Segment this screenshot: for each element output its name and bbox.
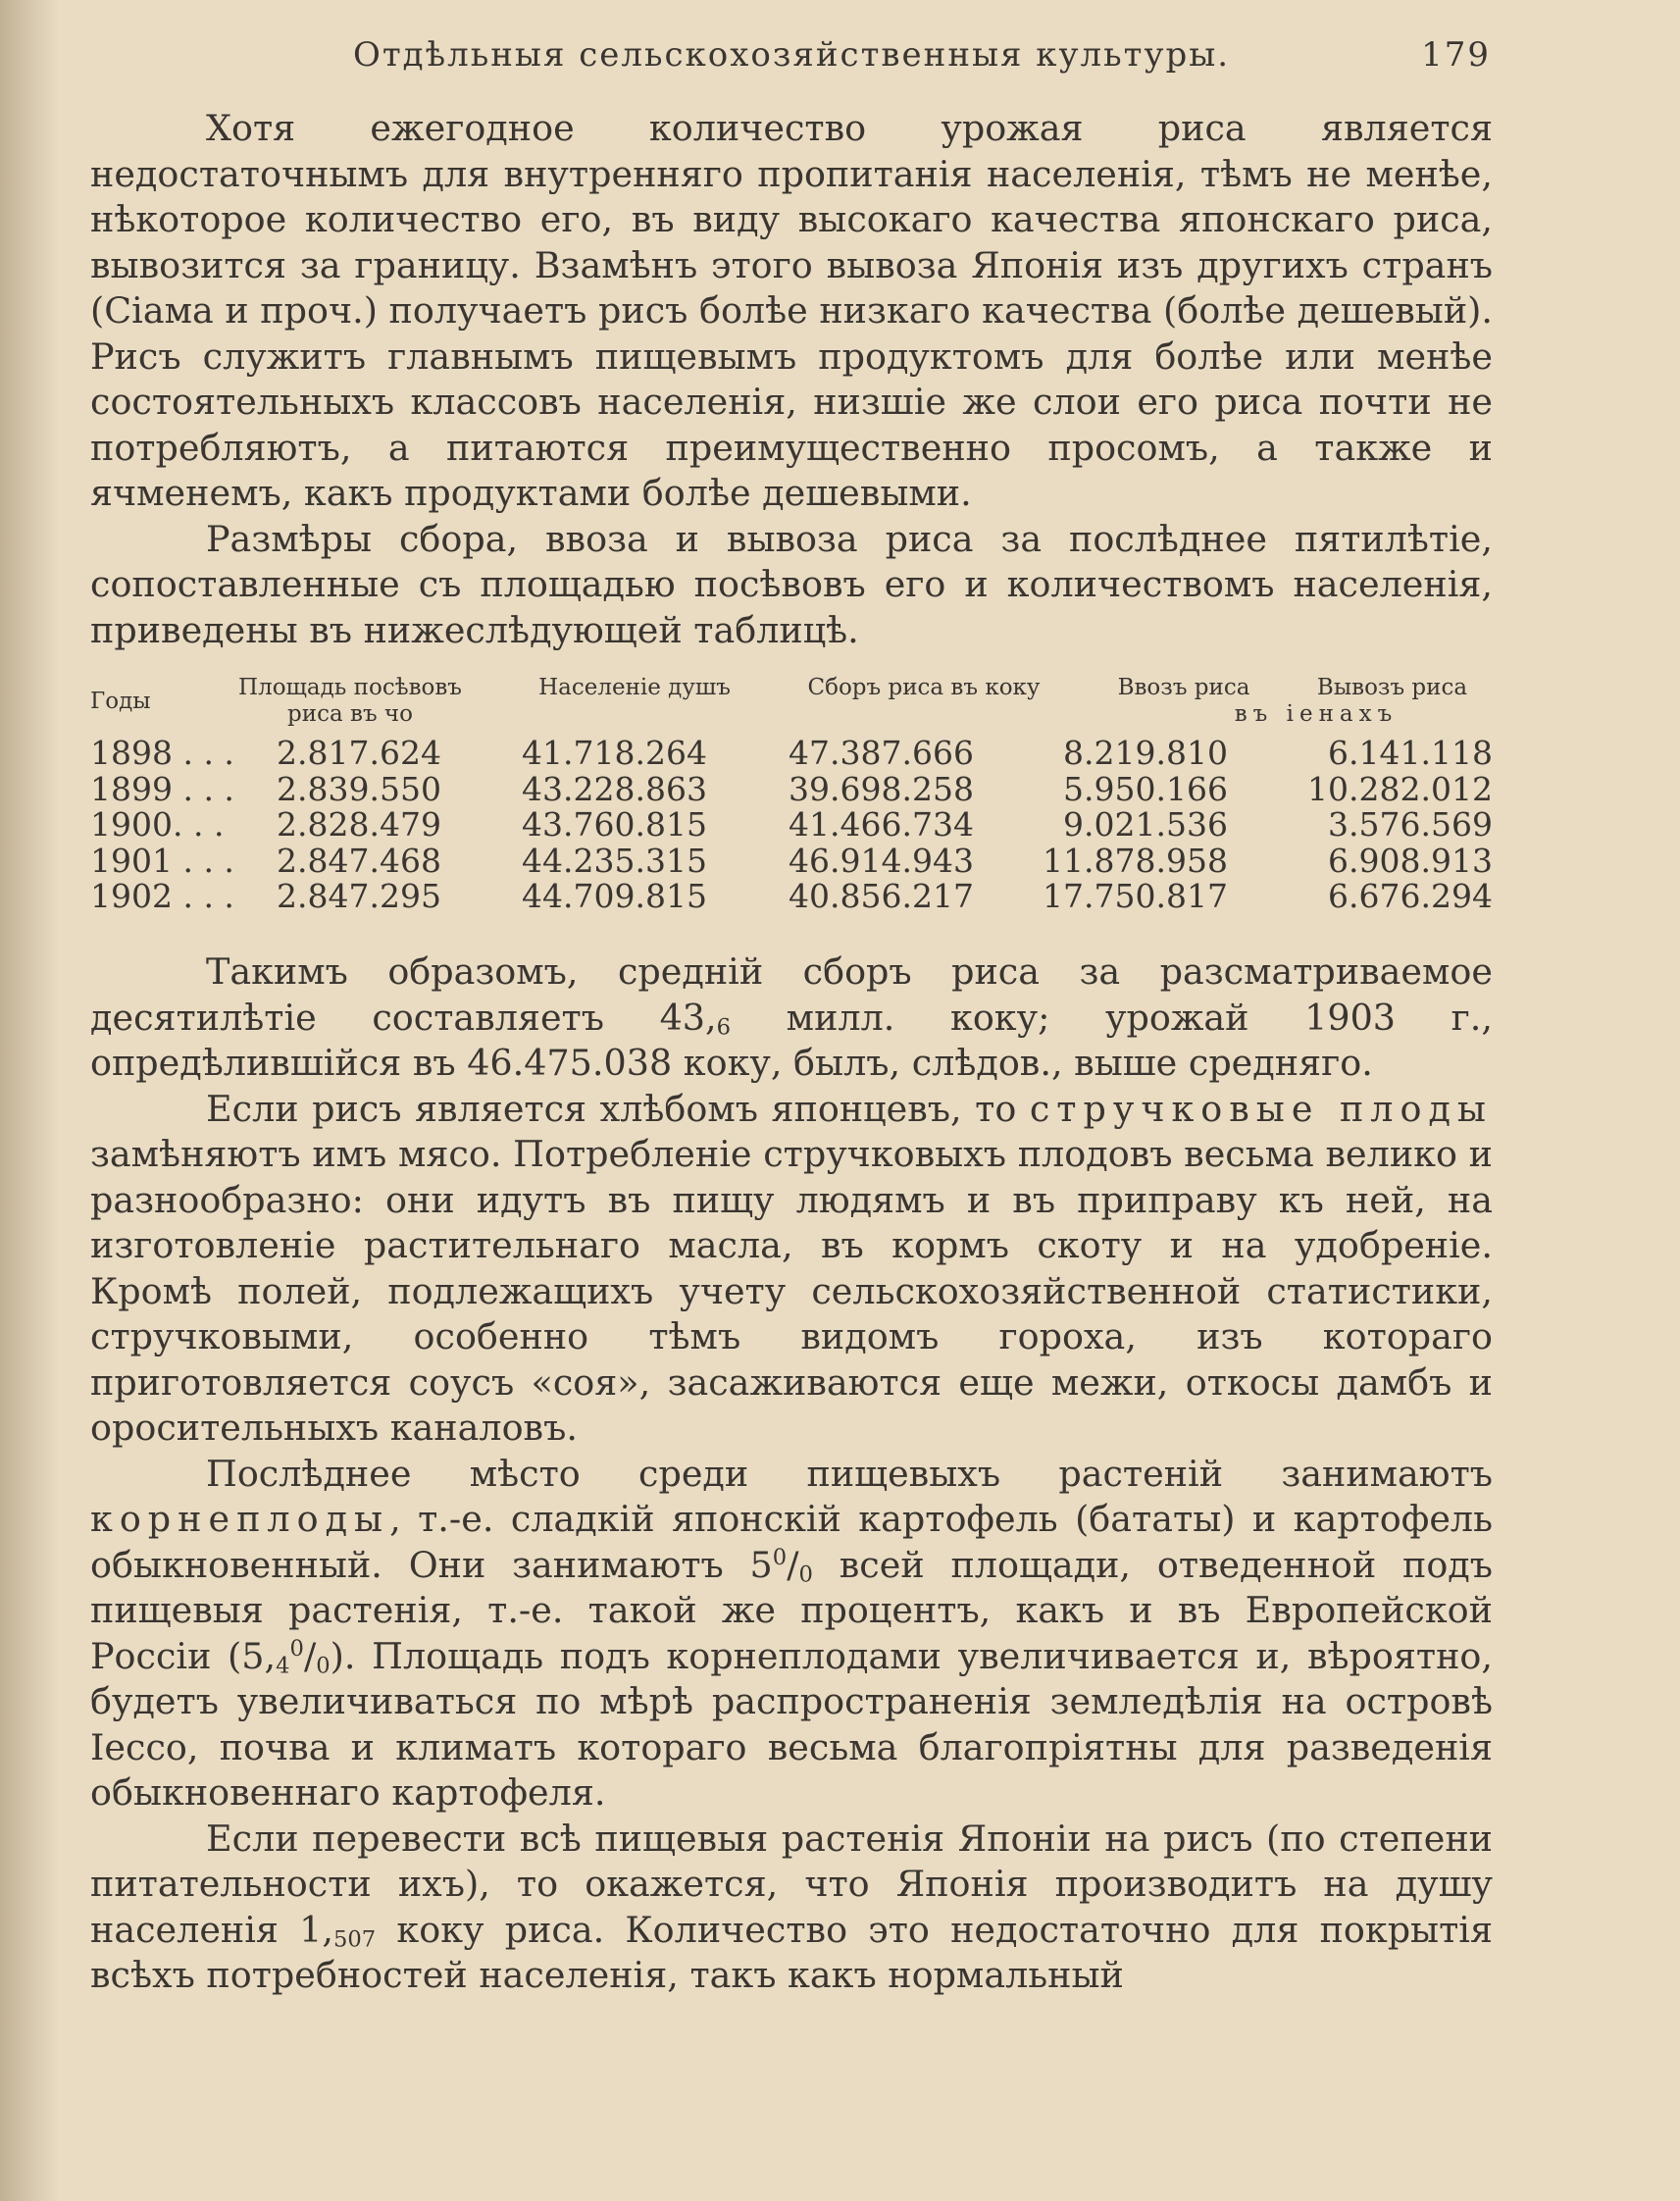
cell-harvest: 46.914.943: [789, 841, 974, 880]
cell-area: 2.828.479: [277, 805, 441, 844]
header-harvest: Сборъ риса въ коку: [807, 675, 1041, 700]
cell-population: 44.709.815: [522, 877, 707, 915]
cell-import: 9.021.536: [1063, 805, 1228, 844]
rice-statistics-table: [90, 675, 1493, 930]
cell-population: 43.760.815: [522, 805, 707, 844]
cell-year: 1901 . . .: [90, 841, 234, 880]
page-edge-shadow: [0, 0, 59, 2201]
cell-export: 10.282.012: [1307, 769, 1493, 808]
cell-area: 2.847.295: [277, 877, 441, 915]
cell-population: 43.228.863: [522, 769, 707, 808]
paragraph-rice-equivalent: Если перевести всѣ пищевыя растенія Японіи на рисъ (по степени питательности ихъ), то окажется, что Японія производитъ на душу населенія $1,_{507}$ коку риса. Количество это недостаточно для покрытія всѣхъ потребностей населенія, такъ какъ нормальный: [90, 1817, 1494, 1996]
cell-export: 6.141.118: [1328, 734, 1493, 772]
paragraph-root-crops: Послѣднее мѣсто среди пищевыхъ растеній занимаютъ корнеплоды, т.-е. сладкій японскій картофель (бататы) и картофель обыкновенный. Они занимаютъ $5^0/_0$ всей площади, отведенной подъ пищевыя растенія, т.-е. такой же процентъ, какъ и въ Европейской Россіи $(5,_4^0/_0)$. Площадь подъ корнеплодами увеличивается и, вѣроятно, будетъ увеличиваться по мѣрѣ распространенія земледѣлія на островѣ Іессо, почва и климатъ котораго весьма благопріятны для разведенія обыкновеннаго картофеля.: [90, 1452, 1493, 1814]
cell-export: 6.908.913: [1328, 841, 1493, 880]
page-number: 179: [1421, 35, 1491, 75]
table-body: [90, 736, 1493, 915]
cell-year: 1898 . . .: [90, 734, 234, 772]
intro-text: [90, 106, 1493, 653]
cell-area: 2.817.624: [277, 734, 441, 772]
header-import: Ввозъ риса: [1117, 675, 1250, 700]
paragraph-average-harvest: Такимъ образомъ, средній сборъ риса за разсматриваемое десятилѣтіе составляетъ $43,_6$ милл. коку; урожай 1903 г., опредѣлившійся въ 46.475.038 коку, былъ, слѣдов., выше средняго.: [90, 950, 1493, 1084]
cell-import: 17.750.817: [1043, 877, 1228, 915]
paragraph-legumes: Если рисъ является хлѣбомъ японцевъ, то стручковые плоды замѣняютъ имъ мясо. Потребленіе стручковыхъ плодовъ весьма велико и разнообразно: они идутъ въ пищу людямъ и въ приправу къ ней, на изготовленіе растительнаго масла, въ кормъ скоту и на удобреніе. Кромѣ полей, подлежащихъ учету сельскохозяйственной статистики, стручковыми, особенно тѣмъ видомъ гороха, изъ котораго приготовляется соусъ «соя», засаживаются еще межи, откосы дамбъ и оросительныхъ каналовъ.: [90, 1087, 1493, 1449]
cell-population: 44.235.315: [522, 841, 707, 880]
cell-year: 1899 . . .: [90, 769, 234, 808]
cell-export: 6.676.294: [1328, 877, 1493, 915]
main-text: [90, 949, 1493, 1999]
paragraph-table-intro: Размѣры сбора, ввоза и вывоза риса за послѣднее пятилѣтіе, сопоставленные съ площадью посѣвовъ его и количествомъ населенія, приведены въ нижеслѣдующей таблицѣ.: [90, 517, 1493, 651]
table-row: [90, 736, 1493, 772]
header-unit: въ іенахъ: [1234, 701, 1399, 727]
cell-year: 1902 . . .: [90, 877, 234, 915]
cell-import: 8.219.810: [1063, 734, 1228, 772]
header-population: Населеніе душъ: [538, 675, 731, 700]
cell-harvest: 40.856.217: [789, 877, 974, 915]
cell-area: 2.839.550: [277, 769, 441, 808]
cell-area: 2.847.468: [277, 841, 441, 880]
cell-year: 1900. . .: [90, 805, 225, 844]
table-row: [90, 879, 1493, 915]
paragraph-rice-export: Хотя ежегодное количество урожая риса является недостаточнымъ для внутренняго пропитанія населенія, тѣмъ не менѣе, нѣкоторое количество его, въ виду высокаго качества японскаго риса, вывозится за границу. Взамѣнъ этого вывоза Японія изъ другихъ странъ (Сіама и проч.) получаетъ рисъ болѣе низкаго качества (болѣе дешевый). Рисъ служитъ главнымъ пищевымъ продуктомъ для болѣе или менѣе состоятельныхъ классовъ населенія, низшіе же слои его риса почти не потребляютъ, а питаются преимущественно просомъ, а также и ячменемъ, какъ продуктами болѣе дешевыми.: [90, 107, 1493, 514]
cell-import: 5.950.166: [1063, 769, 1228, 808]
table-row: [90, 807, 1493, 844]
cell-import: 11.878.958: [1043, 841, 1228, 880]
term-root-crops: корнеплоды: [90, 1498, 390, 1540]
cell-harvest: 39.698.258: [789, 769, 974, 808]
table-header: [90, 675, 1493, 730]
running-header: [353, 27, 1491, 86]
running-title: Отдѣльныя сельскохозяйственныя культуры.: [353, 35, 1231, 75]
cell-export: 3.576.569: [1328, 805, 1493, 844]
cell-harvest: 47.387.666: [789, 734, 974, 772]
table-row: [90, 769, 1493, 808]
table-row: [90, 841, 1493, 880]
cell-harvest: 41.466.734: [789, 805, 974, 844]
term-legumes: стручковые плоды: [1029, 1087, 1493, 1130]
header-area: Площадь посѣвовъ риса въ чо: [238, 675, 462, 727]
cell-population: 41.718.264: [522, 734, 707, 772]
header-years: Годы: [90, 689, 151, 714]
header-export: Вывозъ риса: [1316, 675, 1468, 700]
